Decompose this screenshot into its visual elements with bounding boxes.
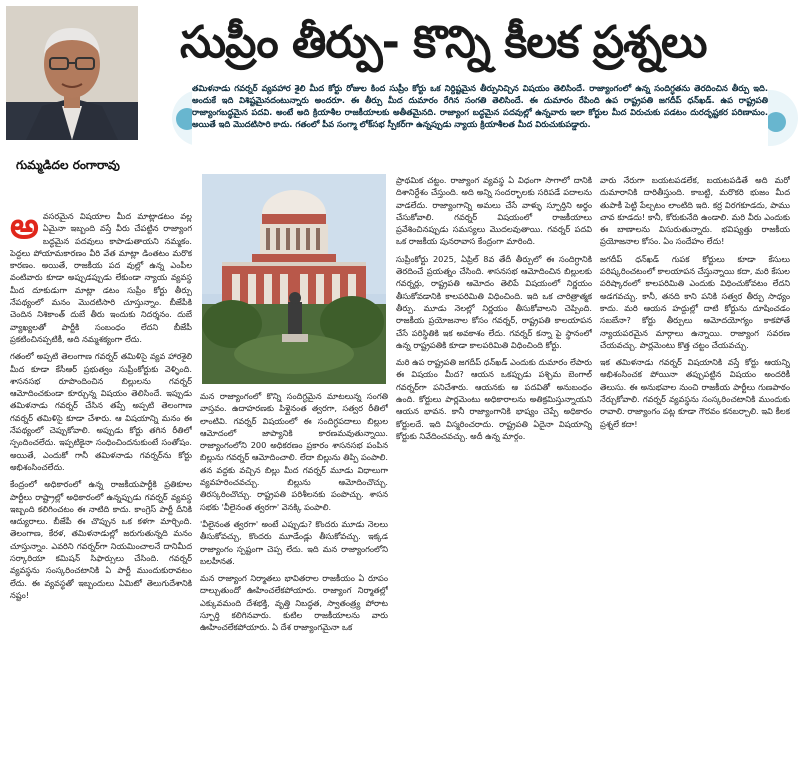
headline: సుప్రీం తీర్పు- కొన్ని కీలక ప్రశ్నలు <box>180 17 707 68</box>
author-byline: గుమ్మడిదల రంగారావు <box>16 158 120 172</box>
article-column-4 <box>600 174 790 770</box>
paragraph: గతంలో అప్పటి తెలంగాణ గవర్నర్ తమిళిసై వ్యవ హారశైలి మీద కూడా కేసీఆర్ ప్రభుత్వం సుప్రీంకోర్టుకు వెళ్ళింది. శాసనసభ రూపొందించిన బిల్లులను గవర్నర్ ఆమోదించకుండా కూర్చున్న విషయం తెలిసిందే. ఇప్పుడు తమిళనాడు గవర్నర్ చేసిన తప్పే అప్పటి తెలంగాణ గవర్నర్ తమిళిసై కూడా చేశారు. ఆ విషయాన్ని మనం ఈ నేపథ్యంలో చెప్పుకోవాలి. అప్పుడు కోర్టు తగిన రీతిలో స్పందించలేదు. ఇప్పటికైనా సంధించిందనుకుంటే సంతోషం. అయితే, ఎందుకో గానీ తమిళనాడు గవర్నర్‌ను కోర్టు అభిశంసించలేదు. <box>10 351 192 472</box>
paragraph: ఇక తమిళనాడు గవర్నర్ విషయానికి వస్తే కోర్టు ఆయన్ని అభిశంసించక పోయినా తప్పుపట్టిన విషయం అందరికీ తెలుసు. ఈ అనుభవాల నుంచి రాజకీయ పార్టీలు గుణపాఠం నేర్చుకోవాలి. గవర్నర్ వ్యవస్థను సంస్కరించటానికి ముందుకు రావాలి. రాజ్యాంగం పట్ల కూడా గౌరవం కనబర్చాలి. ఇవి కీలక ప్రశ్నలే కదా! <box>600 357 790 429</box>
article-column-2 <box>200 390 388 770</box>
paragraph: వారు నేరుగా బయటపడలేక, బయటపడితే అది మరో దుమారానికి దారితీస్తుంది. కాబట్టి, మరొకరి భుజం మీద తుపాకీ పెట్టి పేల్చటం లాంటిది ఇది. కర్ర విరగకూడదు, పాము చావ కూడదు! కానీ, కోరుకునేది ఉండాలి. మరి వీరు ఎందుకు ఈ బాణాలను విసురుతున్నారు. భవిష్యత్తు రాజకీయ ప్రయోజనాల కోసం. ఏం సందేహం లేదు! <box>600 175 790 247</box>
paragraph: మన రాజ్యాంగ నిర్మాతలు భావితరాల రాజకీయం ఏ రూపం దాల్చుతుందో ఊహించలేకపోయారు. రాజ్యాంగ నిర్మాతల్లో ఎక్కువమంది దేశభక్తి, వృత్తి నిబద్ధత, స్వాతంత్ర్య పోరాట స్ఫూర్తి కలిగినవారు. కుటిల రాజకీయాలను వారు ఊహించలేకపోయారు. ఏ దేశ రాజ్యాంగమైనా ఒక <box>200 573 388 633</box>
supreme-court-building-image <box>202 174 386 384</box>
paragraph: మరి ఉప రాష్ట్రపతి జగదీప్ ధన్‌ఖడ్ ఎందుకు దుమారం లేపారు ఈ విషయం మీద? ఆయన ఒకప్పుడు పశ్చిమ బెంగాల్ గవర్నర్‌గా పనిచేశారు. ఆయనకు ఆ పదవితో అనుబంధం ఉంది. కోర్టులు పార్లమెంటు అధికారాలను అతిక్రమిస్తున్నాయని ఆయన భావన. కానీ రాజ్యాంగానికి భాష్యం చెప్పే అధికారం కోర్టులదే. ఇది విస్మరించరాదు. రాష్ట్రపతి ఏదైనా విషయాన్ని కోర్టుకు నివేదించవచ్చు. అదీ ఉన్న మార్గం. <box>396 357 592 441</box>
author-photo <box>6 6 138 140</box>
paragraph: ప్రాథమిక చట్టం. రాజ్యాంగ వ్యవస్థ ఏ విధంగా సాగాలో దానికి దిశానిర్దేశం చేస్తుంది. అది అన్ని సందర్భాలకు సరిపడే పదాలను వాడలేదు. రాజ్యాంగాన్ని అమలు చేసే వాళ్ళు స్ఫూర్తిని అర్థం చేసుకోవాలి. గవర్నర్ విషయంలో రాజకీయాలు ప్రవేశించినప్పుడు సమస్యలు మొదలవుతాయి. గవర్నర్ పదవి ఒక రాజకీయ పునరావాస కేంద్రంగా మారింది. <box>396 175 592 247</box>
intro-paragraph: తమిళనాడు గవర్నర్ వ్యవహార శైలి మీద కోర్టు రోజుల కింద సుప్రీం కోర్టు ఒక నిర్దిష్టమైన తీర్పునిచ్చిన విషయం తెలిసిందే. రాజ్యాంగంలో ఉన్న సందిగ్ధతను తెరదించిన తీర్పు ఇది. అందుకే ఇది విశిష్టమైనదంటున్నారు అందరూ. ఈ తీర్పు మీద దుమారం రేగిన సంగతి తెలిసిందే. ఈ దుమారం రేపింది ఉప రాష్ట్రపతి జగదీప్ ధన్‌ఖడ్. ఉప రాష్ట్రపతి రాజ్యాంగబద్ధమైన పదవి. అంటే అది క్రియాశీల రాజకీయాలకు అతీతమైనది. రాజ్యాంగ బద్ధమైన పదవుల్లో ఉన్నవారు ఇలా కోర్టుల మీద విరుచుకు పడటం దురదృష్టకర పరిణామం. అయితే ఇది మొదటిసారి కాదు. గతంలో పీవ సంగ్మా లోక్‌సభ స్పీకర్‌గా ఉన్నప్పుడు న్యాయ క్రియాశీలత మీద విరుచుకుపడ్డారు. <box>192 82 768 154</box>
drop-cap: అ <box>10 210 39 247</box>
paragraph: కేంద్రంలో అధికారంలో ఉన్న రాజకీయపార్టీకి ప్రతికూల పార్టీలు రాష్ట్రాల్లో అధికారంలో ఉన్నప్పుడు గవర్నర్ వ్యవస్థ ఇబ్బంది కలిగించటం ఈ నాటిది కాదు. కాంగ్రెస్ పార్టీ దీనికి ఆద్యురాలు. బీజేపీ ఈ చొప్పున ఒక కళగా మార్చింది. తెలంగాణ, కేరళ, తమిళనాడుల్లో జరుగుతున్నది మనం చూస్తున్నాం. ఎవరిని గవర్నర్‌గా నియమించాలనే దానిమీద సర్కారియా కమిషన్ సిఫార్సులు చేసింది. గవర్నర్ వ్యవస్థను సంస్కరించటానికి ఏ పార్టీ ముందుకురావటం లేదు. ఈ వ్యవస్థతో ఇబ్బందులు ఏమిటో తెలుగుదేశానికి నష్టం! <box>10 479 192 600</box>
article-column-3 <box>396 174 592 770</box>
paragraph <box>10 210 192 345</box>
paragraph-text: వసరమైన విషయాల మీద మాట్లాడటం వల్ల ఏమైనా ఇబ్బంది వస్తే వీరు చేపట్టిన రాజ్యాంగ బద్ధమైన పదవులు కాపాడుతాయని నమ్మకం. పెద్దలు పోయామకారణం వీరి వేత మాట్లా డింతటం మరొక కారణం. అయితే, రాజకీయ పద వుల్లో ఉన్న ఎంపీల వంటివారు కూడా అప్పుడప్పుడు లేకుండా న్యాయ వ్యవస్థ మీద దూకుడుగా మాట్లా డటం సుప్రీం కోర్టు తీర్పు నేపథ్యంలో మనం మొదటిసారి చూస్తున్నాం. బీజేపీకి చెందిన నిశికాంత్ దుబే తీరు ఇందుకు నిదర్శనం. దుబే వ్యాఖ్యలతో పార్టీకి సంబంధం లేదని బీజేపీ ప్రకటించినప్పటికీ, అది నమ్మశక్యంగా లేదు. <box>10 211 192 344</box>
paragraph: జగదీప్ ధన్‌ఖడ్ గుపక కోర్టులు కూడా కేసులు పరిష్కరించటంలో కాలయాపన చేస్తున్నాయి కదా, మరి కేసుల పరిష్కారంలో కాలపరిమితి ఎందుకు విధించుకోవటం లేదని అడగవచ్చు. కానీ, తనది కాని పనికి సత్వర తీర్పు సాధ్యం కాదు. మరి ఆయన హద్దుల్లో దాటి కోర్టును దూషించడం సబబేనా? కోర్టు తీర్పులు ఆమోదయోగ్యం కాకపోతే న్యాయపరమైన మార్గాలు ఉన్నాయి. రాజ్యాంగ సవరణ చేయవచ్చు. పార్లమెంటు కొత్త చట్టం చేయవచ్చు. <box>600 253 790 350</box>
paragraph: సుప్రీంకోర్టు 2025, ఏప్రిల్ 8వ తేదీ తీర్పులో ఈ సందిగ్ధానికి తెరదించే ప్రయత్నం చేసింది. శాసనసభ ఆమోదించిన బిల్లులకు గవర్నర్లు, రాష్ట్రపతి ఆమోదం తెలిపే విషయంలో నిర్ణయం తీసుకోవడానికి కాలపరిమితి విధించింది. ఇది ఒక చారిత్రాత్మక తీర్పు. మూడు నెలల్లో నిర్ణయం తీసుకోవాలని చెప్పింది. రాజకీయ ప్రయోజనాల కోసం గవర్నర్, రాష్ట్రపతి కాలయాపన చేసే పరిస్థితికి ఇక అవకాశం లేదు. గవర్నర్ కన్నా పై స్థానంలో ఉన్న రాష్ట్రపతికి కూడా కాలపరిమితి విధించింది కోర్టు. <box>396 253 592 350</box>
paragraph: మన రాజ్యాంగంలో కొన్ని సందిగ్ధమైన మాటలున్న సంగతి వాస్తవం. ఉదాహరణకు పిళ్లైనంత త్వరగా, సత్వర రీతిలో లాంటివి. గవర్నర్ విషయంలో ఈ సందిగ్ధపదాలు బిల్లుల ఆమోదంలో జాప్యానికి కారణమవుతున్నాయి. రాజ్యాంగంలోని 200 అధికరణం ప్రకారం శాసనసభ పంపిన బిల్లును గవర్నర్ ఆమోదించాలి. లేదా బిల్లును తిప్పి పంపాలి. తన వద్దకు వచ్చిన బిల్లు మీద గవర్నర్ మూడు విధాలుగా వ్యవహరించవచ్చు. బిల్లును ఆమోదించొచ్చు. తిరస్కరించొచ్చు. రాష్ట్రపతి పరిశీలనకు పంపొచ్చు. శాసన సభకు 'వీలైనంత త్వరగా' వెనక్కి పంపాలి. <box>200 391 388 512</box>
paragraph: 'వీలైనంత త్వరగా' అంటే ఎప్పుడు? కొందరు మూడు నెలలు తీసుకోవచ్చు, కొందరు మూడేండ్లు తీసుకోవచ్చు. ఇక్కడ రాజ్యాంగం స్పష్టంగా చెప్ప లేదు. ఇది మన రాజ్యాంగంలోని బలహీనత. <box>200 518 388 566</box>
article-column-1 <box>10 210 192 770</box>
decorative-circle <box>766 112 786 132</box>
